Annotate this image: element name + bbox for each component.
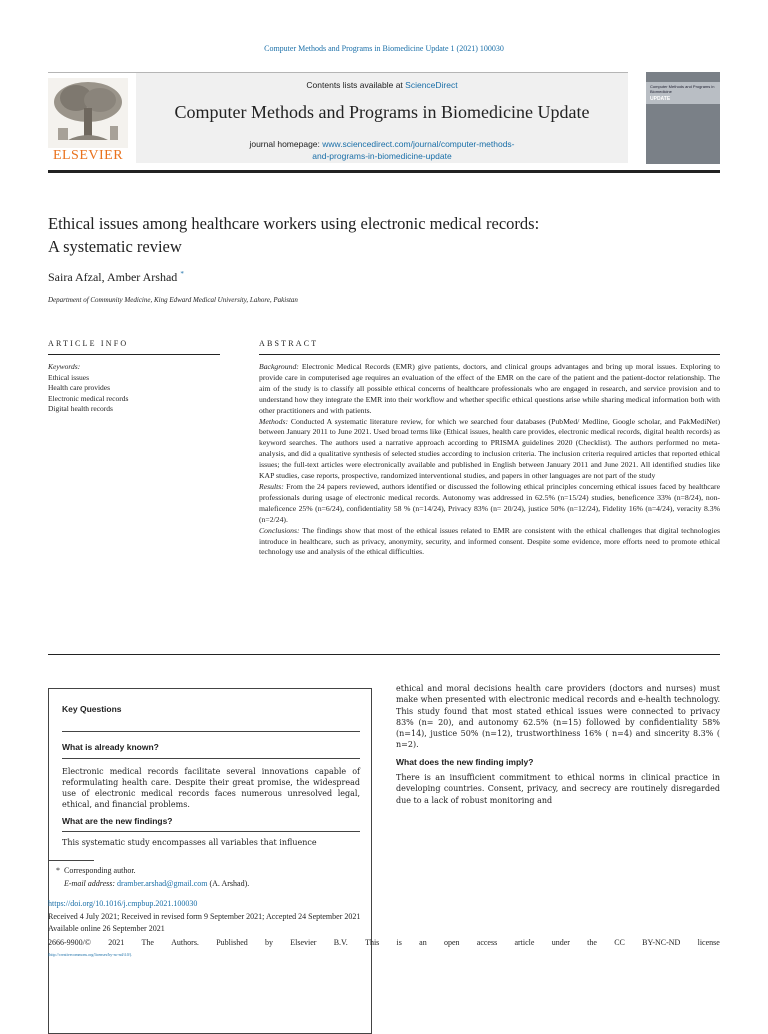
received-dates: Received 4 July 2021; Received in revised form 9 September 2021; Accepted 24 September 2021 (48, 912, 361, 921)
elsevier-logo (48, 78, 128, 164)
right-column-text (396, 683, 720, 806)
key-questions-title: Key Questions (62, 704, 122, 714)
article-info-heading: ARTICLE INFO (48, 339, 129, 348)
email-note (64, 879, 249, 888)
email-link[interactable]: dramber.arshad@gmail.com (117, 879, 208, 888)
corresponding-author-mark[interactable]: * (180, 270, 184, 278)
contents-line (136, 80, 628, 90)
publisher-wordmark: ELSEVIER (52, 148, 124, 163)
abstract-rule (259, 354, 720, 355)
author-list (48, 270, 184, 285)
email-suffix: (A. Arshad). (207, 879, 250, 888)
abstract-body (259, 362, 720, 558)
findings-continued: ethical and moral decisions health care providers (doctors and nurses) must make when presented with electronic medical records and e-health technology. This study found that most stated ethical issues were connected to privacy 83% (n= 20), and autonomy 62.5% (n=15) followed by confidentiality 58% (n=14), justice 50% (n=12), trustworthiness 16% ( n=4) and sincerity 8.3% ( n=2). (396, 684, 720, 750)
license-url[interactable]: (http://creativecommons.org/licenses/by-nc-nd/4.0/). (48, 952, 133, 957)
keywords-block (48, 362, 220, 415)
keyword-item: Ethical issues (48, 372, 90, 382)
keyword-item: Electronic medical records (48, 393, 129, 403)
journal-cover-thumbnail (646, 72, 720, 164)
question-new-findings: What are the new findings? (62, 815, 173, 826)
question-implications: What does the new finding imply? (396, 756, 534, 767)
footnote-mark: * (56, 866, 60, 875)
implications-text: There is an insufficient commitment to ethical norms in clinical practice in developing countries. Consent, privacy, and secrecy are routinely disregarded due to a lack of robust monitoring and (396, 773, 720, 805)
journal-homepage (136, 138, 628, 162)
abstract-bottom-rule (48, 654, 720, 655)
authors-text: Saira Afzal, Amber Arshad (48, 270, 178, 284)
article-title (48, 212, 720, 258)
email-label: E-mail address: (64, 879, 116, 888)
abstract-results: Results: From the 24 papers reviewed, authors identified or discussed the following ethical principles concerning ethical issues faced by healthcare professionals during usage of electronic medical records. Autonomy was addressed in 62.5% (n=15/24) studies, beneficence 33% (n=8/24), non-maleficence 25% (n=6/24), confidentiality 58 % (n=14/24), Privacy 83% (n= 20/24), justice 50% (n=12/24), Fidelity 16% (n=4/24), veracity 8.3% (n=2/24). (259, 481, 720, 524)
keywords-label: Keywords: (48, 362, 81, 371)
question-already-known: What is already known? (62, 742, 159, 753)
article-title-line2: A systematic review (48, 237, 182, 256)
license-line: 2666-9900/© 2021 The Authors. Published by Elsevier B.V. This is an open access article under the CC BY-NC-ND license (48, 938, 720, 947)
abstract-methods: Methods: Conducted A systematic literature review, for which we searched four databases (PubMed/ Medline, Google scholar, and PakMediNet) between January 2011 to June 2021. Used broad terms like (Ethical issues, health care provides, electronic medical records, digital health records) as keyword searches. The authors used a narrative approach according to PRISMA guidelines 2020 (Checklist). The authors performed no meta-analysis, and did a qualitative synthesis of selected studies according to inclusion criteria. The inclusion criteria required articles that reported ethical issues; the full-text articles were electronically available and published in English between January 2011 and June 2021. All identified studies like KAP studies, case reports, prospective, randomized interventional studies, and papers in other languages are not part of the study (259, 416, 720, 481)
masthead-bottom-rule (48, 170, 720, 173)
article-title-line1: Ethical issues among healthcare workers using electronic medical records: (48, 214, 540, 233)
answer-already-known: Electronic medical records facilitate several innovations capable of reformulating health care. Despite their great promise, the widespread use of electronic medical records faces numerous unresolved legal, ethical, and financial problems. (62, 766, 360, 810)
tree-icon (48, 78, 128, 148)
footnote-text: Corresponding author. (64, 866, 136, 875)
cover-update-label: UPDATE (650, 96, 671, 102)
available-online: Available online 26 September 2021 (48, 924, 165, 933)
homepage-label: journal homepage: (249, 139, 323, 149)
affiliation: Department of Community Medicine, King Edward Medical University, Lahore, Pakistan (48, 296, 298, 304)
homepage-link[interactable]: www.sciencedirect.com/journal/computer-methods- (322, 139, 515, 149)
keyword-item: Digital health records (48, 404, 113, 413)
cover-title: Computer Methods and Programs in Biomedicine (650, 84, 715, 94)
contents-prefix: Contents lists available at (306, 80, 406, 90)
abstract-heading: ABSTRACT (259, 339, 319, 348)
article-info-rule (48, 354, 220, 355)
abstract-background: Background: Electronic Medical Records (EMR) give patients, doctors, and clinical groups advantages and bring up moral issues. Exploring to provide care in computerised age requires an evaluation of the effect of the EMR on the care of the patient and the patient-doctor relationship. The aim of the study is to classify all possible ethical concerns of healthcare professionals who are engaged in research, and service provision and to understand how they integrate the EMR into their workflow and whether specific ethical questions arise while sharing medical information both with other practitioners and with patients. (259, 362, 720, 415)
answer-new-findings: This systematic study encompasses all variables that influence (62, 838, 317, 848)
sciencedirect-link[interactable]: ScienceDirect (405, 80, 458, 90)
abstract-conclusions: Conclusions: The findings show that most of the ethical issues related to EMR are consistent with the ethical challenges that digital technologies introduce in healthcare, such as privacy, anonymity, security, and informed consent. Despite some evidence, more efforts need to promote ethical technology use and analysis of the ethical difficulties. (259, 525, 720, 557)
doi-link[interactable]: https://doi.org/10.1016/j.cmpbup.2021.100030 (48, 899, 198, 908)
homepage-link-continued[interactable]: and-programs-in-biomedicine-update (312, 151, 452, 161)
footnote-rule (48, 860, 94, 861)
keyword-item: Health care provides (48, 383, 111, 392)
running-header: Computer Methods and Programs in Biomedicine Update 1 (2021) 100030 (264, 44, 504, 53)
key-questions-box (48, 688, 372, 1034)
corresponding-author-note (56, 866, 136, 875)
journal-title: Computer Methods and Programs in Biomedicine Update (174, 102, 590, 122)
